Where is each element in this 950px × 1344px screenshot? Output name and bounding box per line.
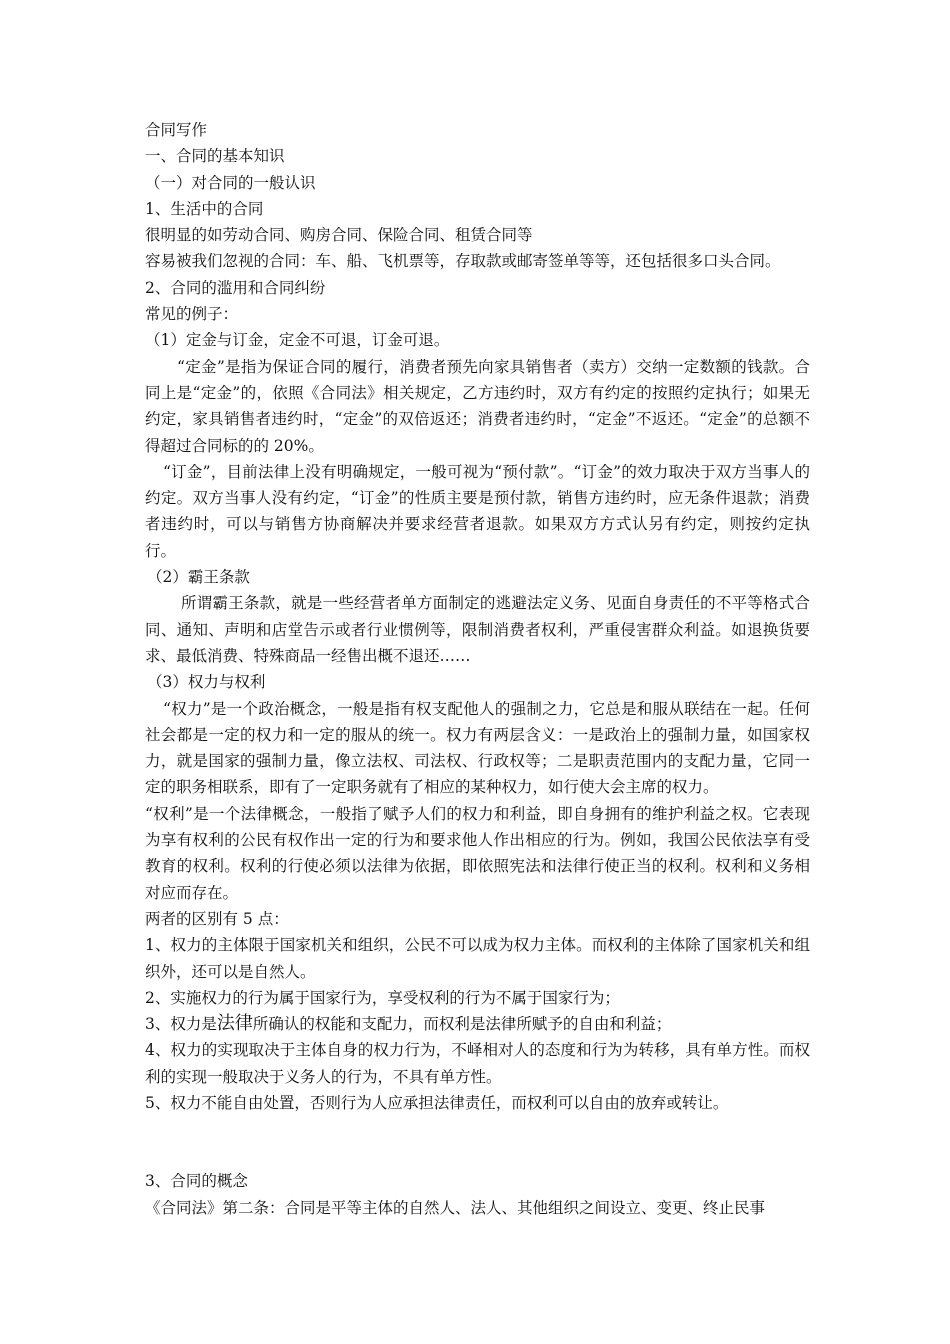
example-1-paragraph-2: “订金”，目前法律上没有明确规定，一般可视为“预付款”。“订金”的效力取决于双方当事人的约定。双方当事人没有约定，“订金”的性质主要是预付款，销售方违约时，应无条件退款；消费者违约时，可以与销售方协商解决并要求经营者退款。如果双方方式认另有约定，则按约定执行。	[145, 462, 810, 560]
difference-item-1: 1、权力的主体限于国家机关和组织，公民不可以成为权力主体。而权利的主体除了国家机关和组织外，还可以是自然人。	[145, 936, 810, 981]
difference-item-3-part-c: 所确认的权能和支配力，而权利是法律所赋予的自由和利益；	[252, 1015, 672, 1034]
example-2-paragraph-1: 所谓霸王条款，就是一些经营者单方面制定的逃避法定义务、见面自身责任的不平等格式合同、通知、声明和店堂告示或者行业惯例等，限制消费者权利，严重侵害群众利益。如退换货要求、最低消费、特殊商品一经售出概不退还……	[145, 594, 810, 665]
document-body	[145, 117, 810, 1221]
section-2-title: 2、合同的滥用和合同纠纷	[145, 278, 326, 297]
difference-item-3	[145, 1011, 810, 1037]
section-1-title: 1、生活中的合同	[145, 199, 264, 218]
difference-item-3-part-a: 3、权力是	[145, 1015, 217, 1034]
section-1-line-2: 容易被我们忽视的合同：车、船、飞机票等，存取款或邮寄签单等等，还包括很多口头合同。	[145, 252, 781, 271]
example-3-title: （3）权力与权利	[147, 673, 266, 692]
doc-title: 合同写作	[145, 121, 208, 139]
section-3-title: 3、合同的概念	[145, 1172, 248, 1191]
section-3-line-1: 《合同法》第二条：合同是平等主体的自然人、法人、其他组织之间设立、变更、终止民事	[145, 1198, 766, 1217]
difference-item-5: 5、权力不能自由处置，否则行为人应承担法律责任，而权利可以自由的放弃或转让。	[145, 1093, 729, 1112]
example-1-title: （1）定金与订金，定金不可退，订金可退。	[145, 331, 450, 350]
section-2-examples-label: 常见的例子：	[145, 305, 239, 324]
example-3-paragraph-2: “权利”是一个法律概念，一般指了赋予人们的权力和利益，即自身拥有的维护利益之权。它表现为享有权利的公民有权作出一定的行为和要求他人作出相应的行为。例如，我国公民依法享有受教育的权利。权利的行使必须以法律为依据，即依照宪法和法律行使正当的权利。权利和义务相对应而存在。	[145, 804, 810, 902]
heading-level-2: （一）对合同的一般认识	[145, 173, 316, 192]
example-3-paragraph-1: “权力”是一个政治概念，一般是指有权支配他人的强制之力，它总是和服从联结在一起。任何社会都是一定的权力和一定的服从的统一。权力有两层含义：一是政治上的强制力量，如国家权力，就是国家的强制力量，像立法权、司法权、行政权等；二是职责范围内的支配力量，它同一定的职务相联系，即有了一定职务就有了相应的某种权力，如行使大会主席的权力。	[145, 699, 810, 797]
blank-spacer	[145, 1116, 810, 1168]
difference-item-4: 4、权力的实现取决于主体自身的权力行为，不峄相对人的态度和行为为转移，具有单方性。而权利的实现一般取决于义务人的行为，不具有单方性。	[145, 1041, 810, 1086]
section-1-line-1: 很明显的如劳动合同、购房合同、保险合同、租赁合同等	[145, 226, 533, 245]
difference-item-3-keyword: 法律	[216, 1013, 253, 1035]
example-1-paragraph-1: “定金”是指为保证合同的履行，消费者预先向家具销售者（卖方）交纳一定数额的钱款。合同上是“定金”的，依照《合同法》相关规定，乙方违约时，双方有约定的按照约定执行；如果无约定，家具销售者违约时，“定金”的双倍返还；消费者违约时，“定金”不返还。“定金”的总额不得超过合同标的的 20%。	[145, 357, 810, 455]
difference-item-2: 2、实施权力的行为属于国家行为，享受权利的行为不属于国家行为；	[145, 988, 620, 1007]
example-2-title: （2）霸王条款	[147, 568, 250, 587]
heading-level-1: 一、合同的基本知识	[145, 147, 285, 166]
difference-title: 两者的区别有 5 点：	[145, 909, 289, 928]
